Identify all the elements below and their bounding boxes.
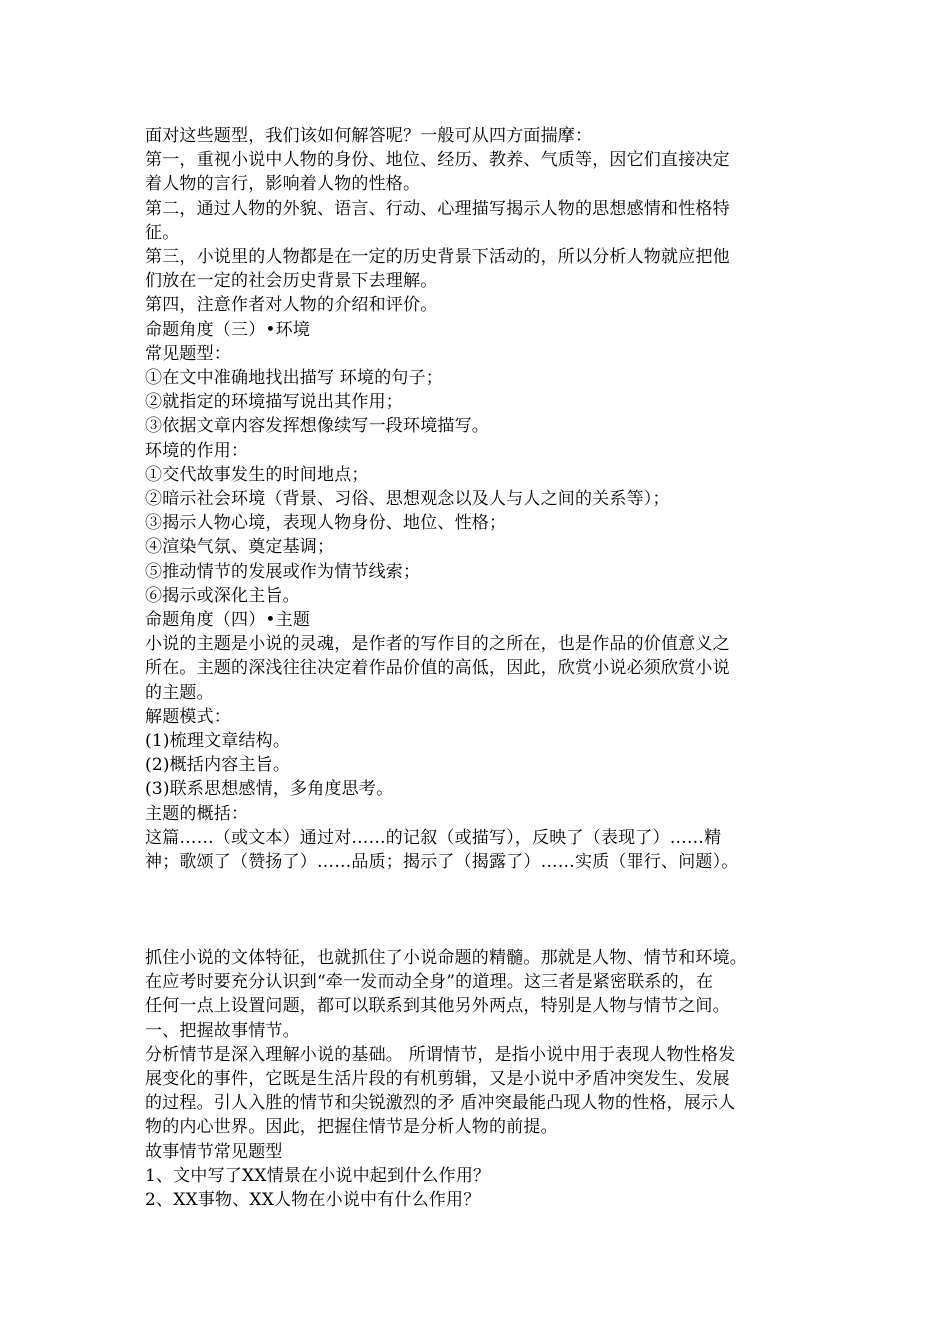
text-line: 任何一点上设置问题，都可以联系到其他另外两点，特别是人物与情节之间。 [145, 996, 730, 1017]
text-line: 抓住小说的文体特征，也就抓住了小说命题的精髓。那就是人物、情节和环境。 [145, 948, 747, 968]
list-item: ②暗示社会环境（背景、习俗、思想观念以及人与人之间的关系等）； [145, 489, 670, 510]
text-line: 解题模式： [145, 706, 231, 727]
text-line: 主题的概括： [145, 803, 249, 824]
text-line: 常见题型： [145, 343, 231, 364]
list-item: ②就指定的环境描写说出其作用； [145, 392, 403, 413]
list-item: 2、XX事物、XX人物在小说中有什么作用？ [145, 1190, 481, 1211]
list-item: ⑥揭示或深化主旨。 [145, 585, 300, 606]
list-item: (1)梳理文章结构。 [145, 731, 291, 752]
section-heading: 命题角度（四）•主题 [145, 610, 311, 631]
text-line: 小说的主题是小说的灵魂，是作者的写作目的之所在，也是作品的价值意义之 [145, 634, 730, 655]
list-item: (2)概括内容主旨。 [145, 755, 291, 776]
text-line: 所在。主题的深浅往往决定着作品价值的高低，因此，欣赏小说必须欣赏小说 [145, 658, 730, 679]
text-line: 着人物的言行，影响着人物的性格。 [145, 174, 421, 195]
list-item: 1、文中写了XX情景在小说中起到什么作用？ [145, 1165, 491, 1186]
list-item: ①交代故事发生的时间地点； [145, 464, 369, 485]
text-line: 环境的作用： [145, 440, 249, 461]
list-item: ⑤推动情节的发展或作为情节线索； [145, 561, 421, 582]
section-heading: 一、把握故事情节。 [145, 1020, 300, 1041]
text-line: 这篇……（或文本）通过对……的记叙（或描写），反映了（表现了）……精 [145, 827, 722, 848]
list-item: ③揭示人物心境，表现人物身份、地位、性格； [145, 513, 507, 534]
text-line: 面对这些题型，我们该如何解答呢？一般可从四方面揣摩： [145, 126, 593, 146]
section-one [145, 124, 815, 874]
text-line: 故事情节常见题型 [145, 1141, 283, 1162]
section-two [145, 946, 815, 1212]
text-line: 第三，小说里的人物都是在一定的历史背景下活动的，所以分析人物就应把他 [145, 247, 730, 268]
list-item: ③依据文章内容发挥想像续写一段环境描写。 [145, 416, 489, 437]
text-line: 征。 [145, 222, 180, 243]
text-line: 物的内心世界。因此，把握住情节是分析人物的前提。 [145, 1117, 558, 1138]
text-line: 神；歌颂了（赞扬了）……品质；揭示了（揭露了）……实质（罪行、问题）。 [145, 852, 739, 873]
text-line: 第二，通过人物的外貌、语言、行动、心理描写揭示人物的思想感情和性格特 [145, 198, 730, 219]
text-line: 的主题。 [145, 682, 214, 703]
list-item: ④渲染气氛、奠定基调； [145, 537, 335, 558]
text-line: 第四，注意作者对人物的介绍和评价。 [145, 295, 438, 316]
text-line: 的过程。引人入胜的情节和尖锐激烈的矛 盾冲突最能凸现人物的性格，展示人 [145, 1093, 736, 1114]
list-item: ①在文中准确地找出描写 环境的句子； [145, 368, 444, 389]
text-line: 展变化的事件，它既是生活片段的有机剪辑，又是小说中矛盾冲突发生、发展 [145, 1069, 730, 1090]
text-line: 们放在一定的社会历史背景下去理解。 [145, 271, 438, 292]
text-line: 分析情节是深入理解小说的基础。 所谓情节，是指小说中用于表现人物性格发 [145, 1044, 736, 1065]
list-item: (3)联系思想感情，多角度思考。 [145, 779, 394, 800]
section-heading: 命题角度（三）•环境 [145, 319, 311, 340]
text-line: 第一，重视小说中人物的身份、地位、经历、教养、气质等，因它们直接决定 [145, 150, 730, 171]
text-line: 在应考时要充分认识到“牵一发而动全身”的道理。这三者是紧密联系的，在 [145, 972, 714, 993]
